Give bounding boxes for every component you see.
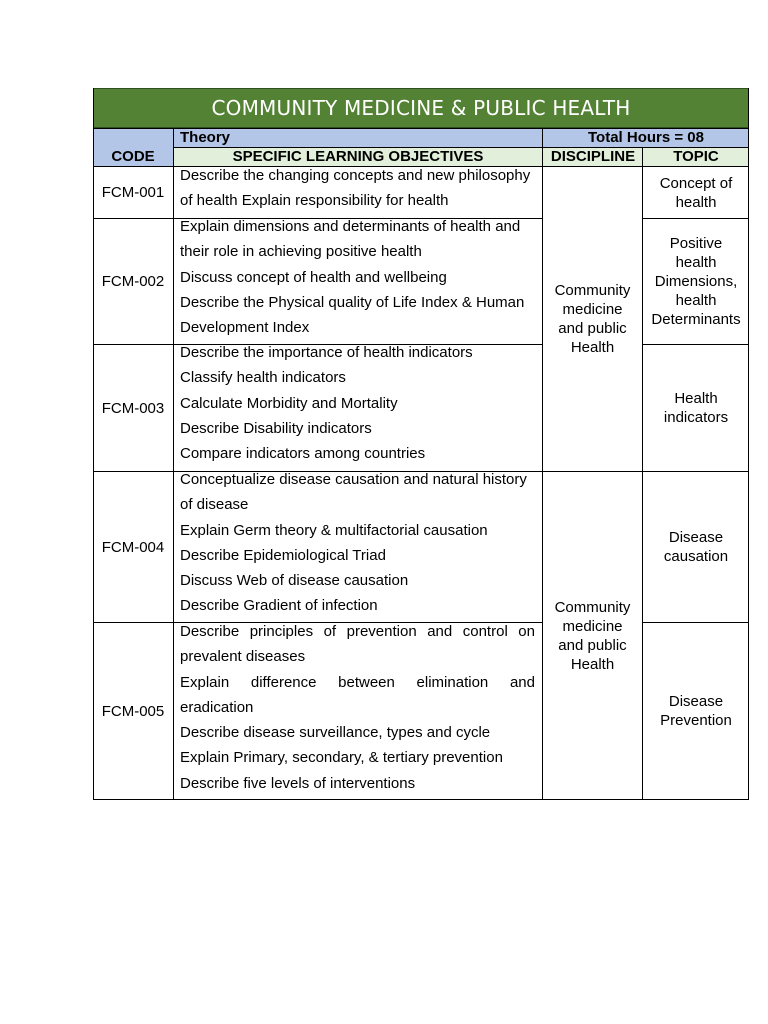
row-objectives [180, 467, 536, 619]
discipline-cell [543, 167, 642, 471]
objective-word: Explain [180, 673, 230, 691]
row-topic [643, 472, 749, 622]
topic-line: indicators [663, 409, 729, 426]
objective-line: Describe Gradient of infection [180, 597, 378, 615]
title-divider [93, 128, 749, 129]
discipline-line: and public [558, 636, 627, 654]
col-divider-code [173, 128, 174, 800]
topic-line: Disease [668, 693, 724, 710]
objective-word: principles [249, 623, 314, 640]
objective-line: Discuss concept of health and wellbeing [180, 268, 447, 286]
objective-line: Describe five levels of interventions [180, 774, 416, 792]
row-code: FCM-003 [101, 399, 165, 417]
objective-word: of [323, 623, 337, 640]
border-bottom [93, 799, 749, 800]
row-objectives [180, 163, 536, 214]
topic-line: Determinants [651, 311, 741, 328]
objective-line: Explain Germ theory & multifactorial causation [180, 521, 488, 539]
topic-line: Health [674, 390, 718, 407]
topic-line: Prevention [660, 712, 732, 729]
topic-header: TOPIC [673, 148, 719, 165]
objective-line: Describe the importance of health indicators [180, 344, 473, 361]
objective-word: prevention [346, 623, 417, 640]
topic-line: health [675, 193, 717, 211]
row-code: FCM-001 [101, 184, 165, 201]
objective-line: Describe Epidemiological Triad [180, 546, 386, 564]
objective-line: their role in achieving positive health [180, 243, 422, 261]
topic-line: causation [663, 548, 729, 565]
discipline-line: Community [554, 282, 631, 299]
objective-line: of disease [180, 496, 249, 514]
objective-word: elimination [416, 673, 489, 691]
discipline-line: Health [570, 339, 615, 356]
total-hours-label: Total Hours = 08 [587, 129, 704, 146]
discipline-line: and public [558, 320, 627, 337]
row-topic [643, 219, 749, 344]
objective-line [180, 619, 535, 644]
header-mid-divider [173, 147, 749, 148]
topic-line: Disease [668, 529, 724, 546]
objective-line: of health Explain responsibility for health [180, 192, 449, 210]
row-topic [643, 345, 749, 471]
theory-label: Theory [180, 129, 231, 146]
objective-line: eradication [180, 698, 254, 716]
discipline-line: medicine [562, 617, 623, 635]
row-code: FCM-004 [101, 538, 165, 556]
row-topic [643, 623, 749, 799]
topic-line: health [675, 292, 717, 309]
code-header: CODE [111, 148, 155, 165]
objective-line: Describe the changing concepts and new philosophy [180, 167, 531, 184]
objective-line: Conceptualize disease causation and natural history [180, 471, 527, 488]
discipline-header: DISCIPLINE [550, 148, 636, 165]
objective-word: difference [250, 673, 317, 691]
objective-line: Explain Primary, secondary, & tertiary prevention [180, 749, 503, 767]
objective-line: Describe the Physical quality of Life Index & Human [180, 293, 525, 311]
objective-line: Explain dimensions and determinants of health and [180, 218, 521, 235]
row-objectives [180, 619, 536, 796]
table-title: COMMUNITY MEDICINE & PUBLIC HEALTH [93, 88, 749, 128]
objective-line: Classify health indicators [180, 369, 346, 387]
objective-line: prevalent diseases [180, 648, 306, 666]
row-code: FCM-002 [101, 273, 165, 290]
discipline-cell [543, 472, 642, 799]
objectives-header: SPECIFIC LEARNING OBJECTIVES [232, 148, 484, 165]
objective-line: Discuss Web of disease causation [180, 572, 409, 590]
objective-word: and [427, 623, 453, 640]
discipline-line: Community [554, 598, 631, 616]
objective-word: Describe [180, 623, 240, 640]
row-topic [643, 167, 749, 218]
topic-line: Concept of [659, 174, 733, 192]
topic-line: health [675, 254, 717, 271]
row-code: FCM-005 [101, 702, 165, 720]
discipline-line: medicine [562, 301, 623, 318]
objective-word: control [462, 623, 508, 640]
discipline-line: Health [570, 655, 615, 673]
row-objectives [180, 340, 536, 466]
topic-line: Dimensions, [654, 273, 738, 290]
objective-line: Describe Disability indicators [180, 419, 372, 437]
objective-line: Describe disease surveillance, types and cycle [180, 724, 491, 742]
objective-line [180, 670, 535, 695]
objective-word: between [338, 673, 395, 691]
objective-word: on [518, 623, 535, 640]
objective-line: Compare indicators among countries [180, 445, 426, 463]
topic-line: Positive [669, 235, 723, 252]
objective-word: and [509, 673, 535, 691]
row-objectives [180, 214, 536, 340]
objective-line: Calculate Morbidity and Mortality [180, 394, 398, 412]
objective-line: Development Index [180, 319, 310, 337]
